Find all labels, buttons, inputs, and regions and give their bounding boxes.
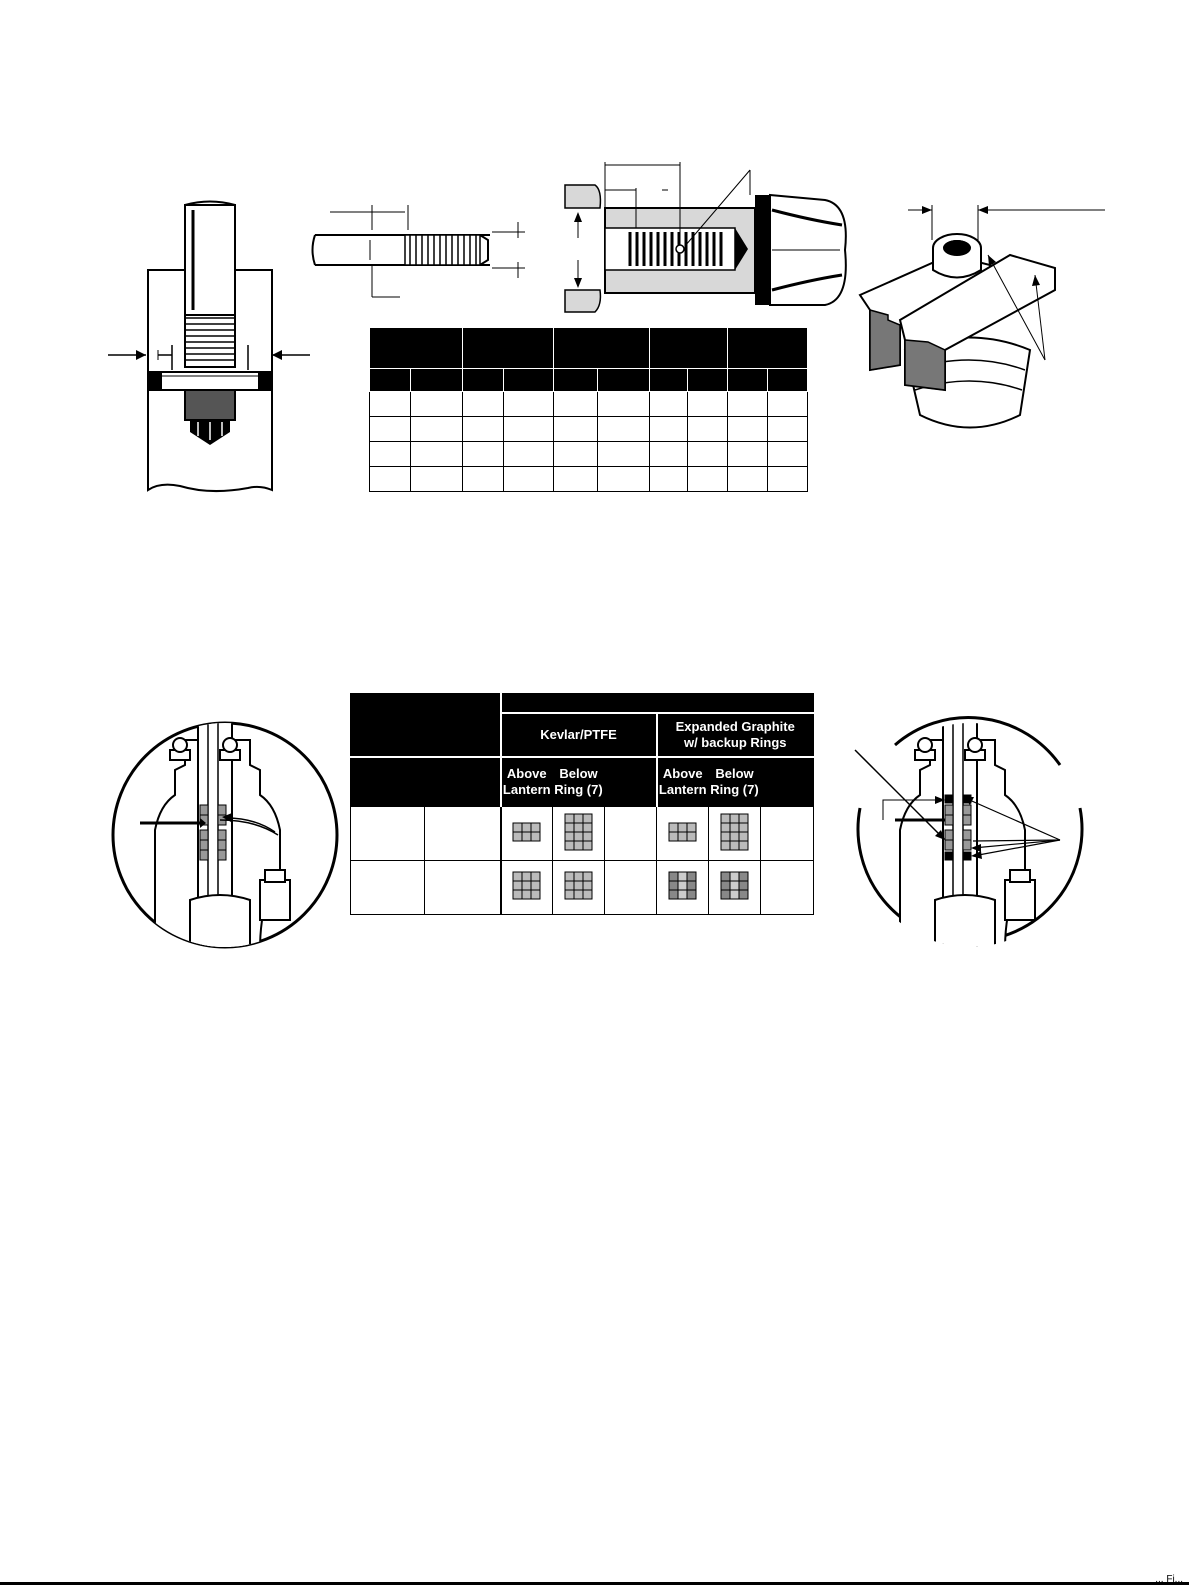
table-row — [370, 442, 808, 467]
table-row — [351, 807, 814, 861]
graphite-above-header — [657, 757, 709, 807]
ring-stack-icon — [709, 807, 761, 861]
ring-7-label: Ring (7) — [710, 782, 759, 797]
table-row — [370, 417, 808, 442]
ring-7-label: Ring (7) — [554, 782, 603, 797]
dimension-table-subheader-row — [370, 369, 808, 392]
backup-rings-subtitle: w/ backup Rings — [683, 735, 787, 750]
lantern-label: Lantern — [658, 782, 707, 797]
table-row — [370, 392, 808, 417]
packing-arrangement-table — [350, 693, 814, 915]
ring-stack-icon — [501, 807, 553, 861]
packing-table-header-row-3 — [351, 757, 814, 807]
expanded-graphite-header — [657, 713, 814, 757]
dimension-table — [369, 327, 808, 492]
below-label: Below — [715, 766, 754, 781]
kevlar-above-header — [501, 757, 553, 807]
ring-stack-icon — [657, 807, 709, 861]
packing-table-group-header — [501, 694, 814, 714]
kevlar-ptfe-header: Kevlar/PTFE — [501, 713, 657, 757]
packing-detail-right-figure — [855, 720, 1095, 950]
lantern-label: Lantern — [502, 782, 551, 797]
table-row — [351, 861, 814, 915]
ring-stack-icon — [501, 861, 553, 915]
table-row — [370, 467, 808, 492]
graphite-below-header — [709, 757, 761, 807]
plug-assembly-figure — [560, 150, 860, 320]
threaded-stem-figure — [310, 200, 530, 310]
above-label: Above — [506, 766, 547, 781]
below-label: Below — [559, 766, 598, 781]
packing-table-header-row-1 — [351, 694, 814, 714]
above-label: Above — [662, 766, 703, 781]
ring-stack-icon — [709, 861, 761, 915]
dimension-table-header-row — [370, 328, 808, 369]
packing-detail-left-figure — [110, 720, 340, 950]
clamp-block-figure — [860, 200, 1120, 450]
footer-text: ... Fi... — [1155, 1574, 1183, 1585]
expanded-graphite-title: Expanded Graphite — [675, 719, 795, 734]
stem-section-figure — [100, 200, 320, 500]
ring-stack-icon — [553, 861, 605, 915]
ring-stack-icon — [553, 807, 605, 861]
ring-stack-icon — [657, 861, 709, 915]
kevlar-below-header — [553, 757, 605, 807]
